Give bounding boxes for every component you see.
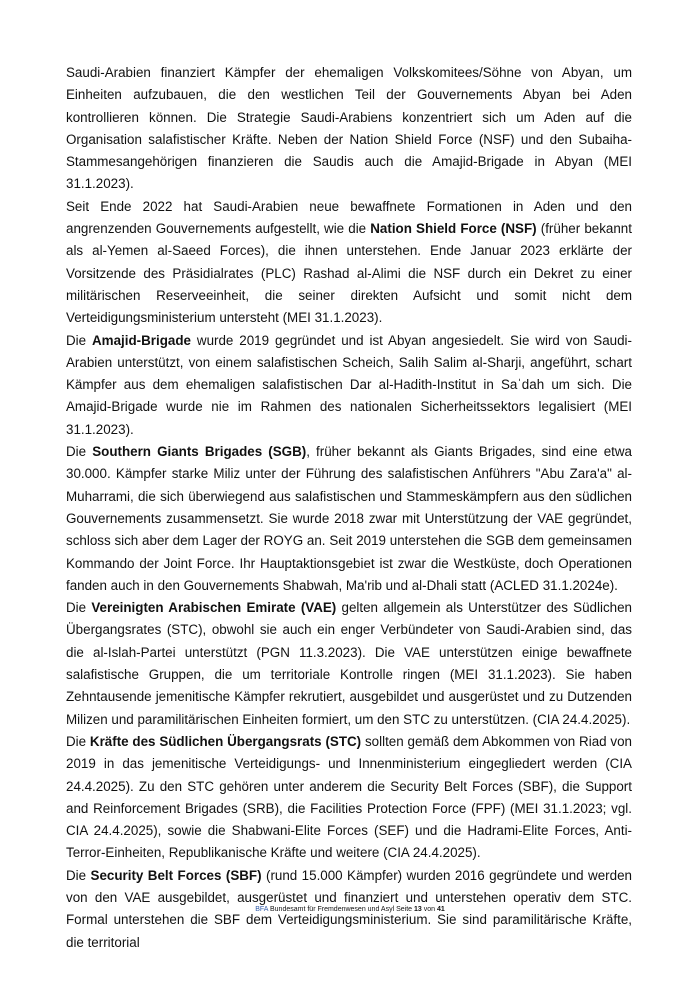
document-body xyxy=(66,62,632,954)
paragraph-sbf: Die Security Belt Forces (SBF) (rund 15.000 Kämpfer) wurden 2016 gegründete und werden von den VAE ausgebildet, ausgerüstet und finanziert und unterstehen operativ dem STC. Formal unterstehen die SBF dem Verteidigungsministerium. Sie sind paramilitärische Kräfte, die territorial xyxy=(66,867,632,950)
footer-of-word: von xyxy=(423,906,436,913)
page-footer xyxy=(0,906,700,913)
footer-total-pages: 41 xyxy=(437,906,445,913)
paragraph-amajid-brigade: Die Amajid-Brigade wurde 2019 gegründet und ist Abyan angesiedelt. Sie wird von Saudi-Arabien unterstützt, von einem salafistischen Scheich, Salih Salim al-Sharji, angeführt, schart Kämpfer aus dem ehemaligen salafistischen Dar al-Hadith-Institut in Saˈdah um sich. Die Amajid-Brigade wurde nie im Rahmen des nationalen Sicherheitssektors legalisiert (MEI 31.1.2023). xyxy=(66,332,632,437)
paragraph-vae: Die Vereinigten Arabischen Emirate (VAE) gelten allgemein als Unterstützer des Südlichen Übergangsrates (STC), obwohl sie auch ein enger Verbündeter von Saudi-Arabien sind, das die al-Islah-Partei unterstützt (PGN 11.3.2023). Die VAE unterstützen einige bewaffnete salafistische Gruppen, die um territoriale Kontrolle ringen (MEI 31.1.2023). Sie haben Zehntausende jemenitische Kämpfer rekrutiert, ausgebildet und ausgerüstet und zu Dutzenden Milizen und paramilitärischen Einheiten formiert, um den STC zu unterstützen. (CIA 24.4.2025). xyxy=(66,600,632,727)
footer-brand: BFA xyxy=(255,906,269,913)
paragraph-nsf: Seit Ende 2022 hat Saudi-Arabien neue bewaffnete Formationen in Aden und den angrenzenden Gouvernements aufgestellt, wie die Nation Shield Force (NSF) (früher bekannt als al-Yemen al-Saeed Forces), die ihnen unterstehen. Ende Januar 2023 erklärte der Vorsitzende des Präsidialrates (PLC) Rashad al-Alimi die NSF durch ein Dekret zu einer militärischen Reserveeinheit, die seiner direkten Aufsicht und somit nicht dem Verteidigungsministerium untersteht (MEI 31.1.2023). xyxy=(66,198,632,326)
term-sbf: Security Belt Forces (SBF) xyxy=(90,867,262,883)
footer-page-number: 13 xyxy=(414,906,422,913)
paragraph-stc: Die Kräfte des Südlichen Übergangsrats (STC) sollten gemäß dem Abkommen von Riad von 2019 in das jemenitische Verteidigungs- und Innenministerium eingegliedert werden (CIA 24.4.2025). Zu den STC gehören unter anderem die Security Belt Forces (SBF), die Support and Reinforcement Brigades (SRB), die Facilities Protection Force (FPF) (MEI 31.1.2023; vgl. CIA 24.4.2025), sowie die Shabwani-Elite Forces (SEF) und die Hadrami-Elite Forces, Anti-Terror-Einheiten, Republikanische Kräfte und weitere (CIA 24.4.2025). xyxy=(66,733,633,861)
term-nsf: Nation Shield Force (NSF) xyxy=(370,221,537,237)
term-sgb: Southern Giants Brigades (SGB) xyxy=(92,444,307,460)
term-stc: Kräfte des Südlichen Übergangsrats (STC) xyxy=(89,733,362,749)
paragraph-sgb: Die Southern Giants Brigades (SGB), früher bekannt als Giants Brigades, sind eine etwa 30.000. Kämpfer starke Miliz unter der Führung des salafistischen Anführers "Abu Zara'a" al-Muharrami, die sich überwiegend aus salafistischen und Stammeskämpfern aus den südlichen Gouvernements zusammensetzt. Sie wurde 2018 zwar mit Unterstützung der VAE gegründet, schloss sich aber dem Lager der ROYG an. Seit 2019 unterstehen die SGB dem gemeinsamen Kommando der Joint Force. Ihr Hauptaktionsgebiet ist zwar die Westküste, doch Operationen fanden auch in den Gouvernements Shabwah, Ma'rib und al-Dhali statt (ACLED 31.1.2024e). xyxy=(66,444,632,593)
term-vae: Vereinigten Arabischen Emirate (VAE) xyxy=(91,600,337,616)
footer-org: Bundesamt für Fremdenwesen und Asyl xyxy=(270,906,395,913)
footer-page-word: Seite xyxy=(396,906,413,913)
term-amajid-brigade: Amajid-Brigade xyxy=(92,332,191,348)
paragraph-saudi-funding: Saudi-Arabien finanziert Kämpfer der ehemaligen Volkskomitees/Söhne von Abyan, um Einheiten aufzubauen, die den westlichen Teil der Gouvernements Abyan bei Aden kontrollieren können. Die Strategie Saudi-Arabiens konzentriert sich um Aden auf die Organisation salafistischer Kräfte. Neben der Nation Shield Force (NSF) und den Subaiha-Stammesangehörigen finanzieren die Saudis auch die Amajid-Brigade in Abyan (MEI 31.1.2023). xyxy=(66,65,632,192)
